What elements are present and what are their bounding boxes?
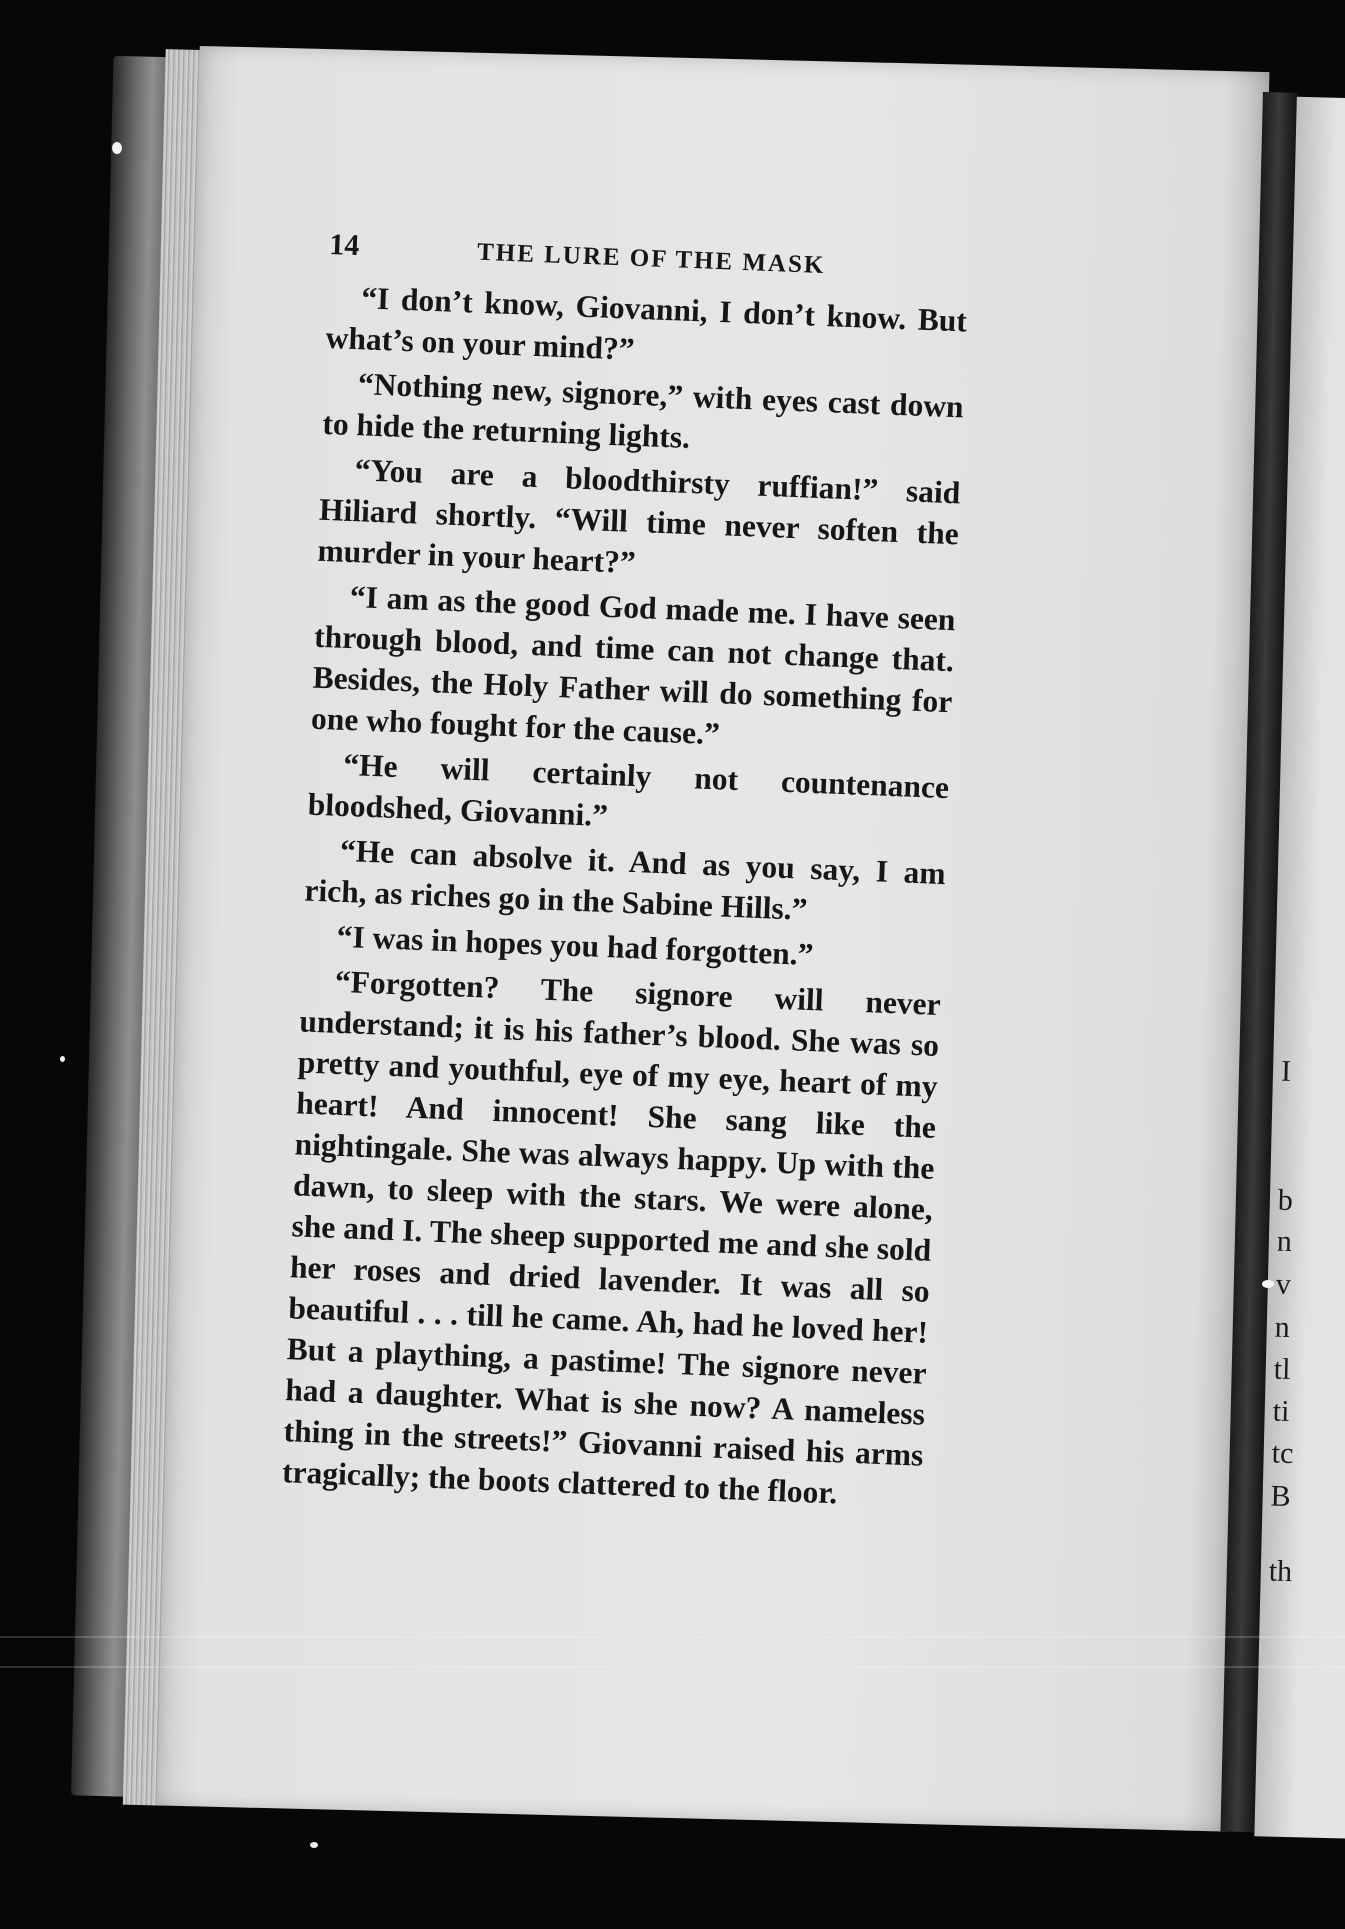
facing-page-fragment: n (1274, 1310, 1291, 1344)
dust-speck (60, 1056, 65, 1062)
dust-speck (310, 1842, 318, 1848)
paragraph: “I was in hopes you had forgotten.” (336, 918, 815, 973)
paragraph: “He can absolve it. And as you say, I am rich, as riches go in the Sabine Hills.” (303, 832, 947, 927)
page-text-block (281, 228, 969, 1521)
paragraph: “Nothing new, signore,” with eyes cast down to hide the returning lights. (321, 366, 965, 455)
paragraph: “I don’t know, Giovanni, I don’t know. But what’s on your mind?” (325, 280, 968, 367)
facing-page-fragment: b (1277, 1183, 1294, 1217)
facing-page-fragment: tl (1273, 1352, 1291, 1386)
facing-page-fragment: tc (1271, 1436, 1294, 1471)
facing-page-fragment: I (1280, 1054, 1292, 1088)
facing-page-fragment: B (1270, 1479, 1292, 1514)
dust-speck (1262, 1280, 1274, 1288)
facing-page-fragment: n (1276, 1224, 1293, 1258)
paragraph: “Forgotten? The signore will never understand; it is his father’s blood. She was so pretty and youthful, eye of my eye, heart of my heart! And innocent! She sang like the nightingale. She was always happy. Up with the dawn, to sleep with the stars. We were alone, she and I. The sheep supported me and she sold her roses and dried lavender. It was all so beautiful . . . till he came. Ah, had he loved her! But a plaything, a pastime! The signore never had a daughter. What is she now? A nameless thing in the streets!” Giovanni raised his arms tragically; the boots clattered to the floor. (281, 963, 942, 1511)
scan-artifact-line (0, 1666, 1345, 1668)
paragraph: “You are a bloodthirsty ruffian!” said Hiliard shortly. “Will time never soften the murder in your heart?” (316, 452, 961, 580)
facing-page-fragment: ti (1272, 1394, 1290, 1428)
paragraph: “I am as the good God made me. I have seen through blood, and time can not change that. Besides, the Holy Father will do something for one who fought for the cause.” (310, 579, 957, 752)
dust-speck (112, 142, 122, 154)
facing-page-fragment: th (1268, 1554, 1293, 1589)
page-number: 14 (328, 228, 360, 263)
scan-artifact-line (0, 1636, 1345, 1638)
running-head-title: THE LURE OF THE MASK (476, 238, 826, 280)
facing-page-fragment: v (1275, 1267, 1292, 1301)
paragraph: “He will certainly not countenance bloodshed, Giovanni.” (307, 746, 950, 834)
